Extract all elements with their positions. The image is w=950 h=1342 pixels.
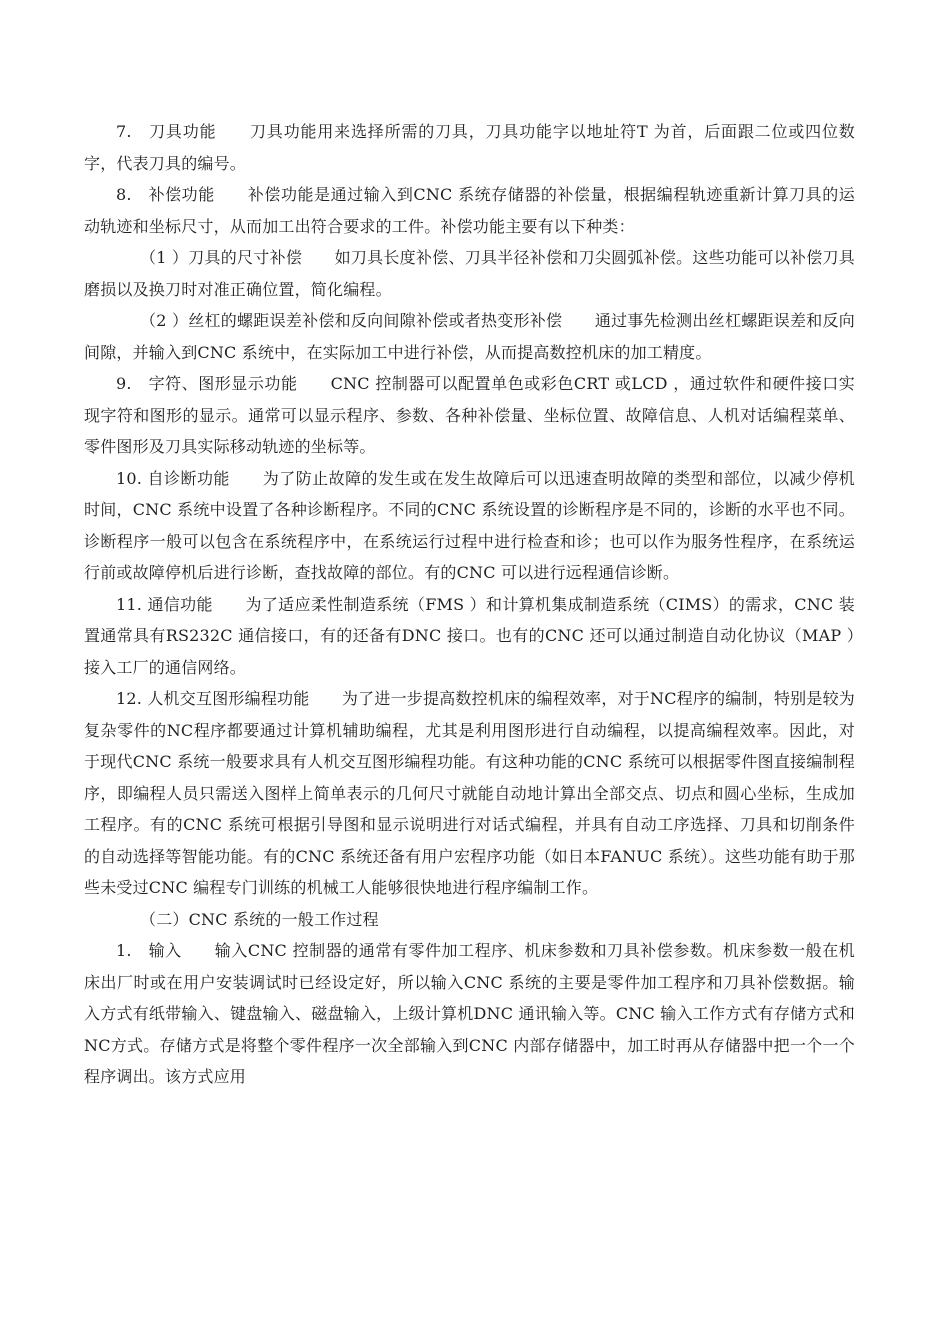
paragraph-tool-function: 7. 刀具功能 刀具功能用来选择所需的刀具，刀具功能字以地址符T 为首，后面跟二位或四位数字，代表刀具的编号。 xyxy=(84,122,855,173)
paragraph-compensation-function: 8. 补偿功能 补偿功能是通过输入到CNC 系统存储器的补偿量，根据编程轨迹重新计算刀具的运动轨迹和坐标尺寸，从而加工出符合要求的工件。补偿功能主要有以下种类： xyxy=(84,185,855,236)
paragraph-input: 1. 输入 输入CNC 控制器的通常有零件加工程序、机床参数和刀具补偿参数。机床参数一般在机床出厂时或在用户安装调试时已经设定好，所以输入CNC 系统的主要是零件加工程序和刀具补偿数据。输入方式有纸带输入、键盘输入、磁盘输入，上级计算机DNC 通讯输入等。CNC 输入工作方式有存储方式和NC方式。存储方式是将整个零件程序一次全部输入到CNC 内部存储器中，加工时再从存储器中把一个一个程序调出。该方式应用 xyxy=(84,941,855,1086)
paragraph-screw-pitch-compensation: （2 ）丝杠的螺距误差补偿和反向间隙补偿或者热变形补偿 通过事先检测出丝杠螺距误差和反向间隙，并输入到CNC 系统中，在实际加工中进行补偿，从而提高数控机床的加工精度。 xyxy=(84,311,855,362)
paragraph-interactive-programming: 12. 人机交互图形编程功能 为了进一步提高数控机床的编程效率，对于NC程序的编制，特别是较为复杂零件的NC程序都要通过计算机辅助编程，尤其是利用图形进行自动编程，以提高编程效率。因此，对于现代CNC 系统一般要求具有人机交互图形编程功能。有这种功能的CNC 系统可以根据零件图直接编制程序，即编程人员只需送入图样上简单表示的几何尺寸就能自动地计算出全部交点、切点和圆心坐标，生成加工程序。有的CNC 系统可根据引导图和显示说明进行对话式编程，并具有自动工序选择、刀具和切削条件的自动选择等智能功能。有的CNC 系统还备有用户宏程序功能（如日本FANUC 系统）。这些功能有助于那些未受过CNC 编程专门训练的机械工人能够很快地进行程序编制工作。 xyxy=(84,689,855,897)
paragraph-self-diagnosis: 10. 自诊断功能 为了防止故障的发生或在发生故障后可以迅速查明故障的类型和部位，以减少停机时间，CNC 系统中设置了各种诊断程序。不同的CNC 系统设置的诊断程序是不同的，诊断的水平也不同。诊断程序一般可以包含在系统程序中，在系统运行过程中进行检查和诊；也可以作为服务性程序，在系统运行前或故障停机后进行诊断，查找故障的部位。有的CNC 可以进行远程通信诊断。 xyxy=(84,468,855,582)
paragraph-communication: 11. 通信功能 为了适应柔性制造系统（FMS ）和计算机集成制造系统（CIMS）的需求，CNC 装置通常具有RS232C 通信接口，有的还备有DNC 接口。也有的CNC 还可以通过制造自动化协议（MAP ）接入工厂的通信网络。 xyxy=(84,594,855,677)
paragraph-tool-size-compensation: （1 ）刀具的尺寸补偿 如刀具长度补偿、刀具半径补偿和刀尖圆弧补偿。这些功能可以补偿刀具磨损以及换刀时对准正确位置，简化编程。 xyxy=(84,248,855,299)
paragraph-display-function: 9. 字符、图形显示功能 CNC 控制器可以配置单色或彩色CRT 或LCD ，通过软件和硬件接口实现字符和图形的显示。通常可以显示程序、参数、各种补偿量、坐标位置、故障信息、人机对话编程菜单、零件图形及刀具实际移动轨迹的坐标等。 xyxy=(84,374,855,456)
section-heading-cnc-process: （二）CNC 系统的一般工作过程 xyxy=(140,909,379,929)
